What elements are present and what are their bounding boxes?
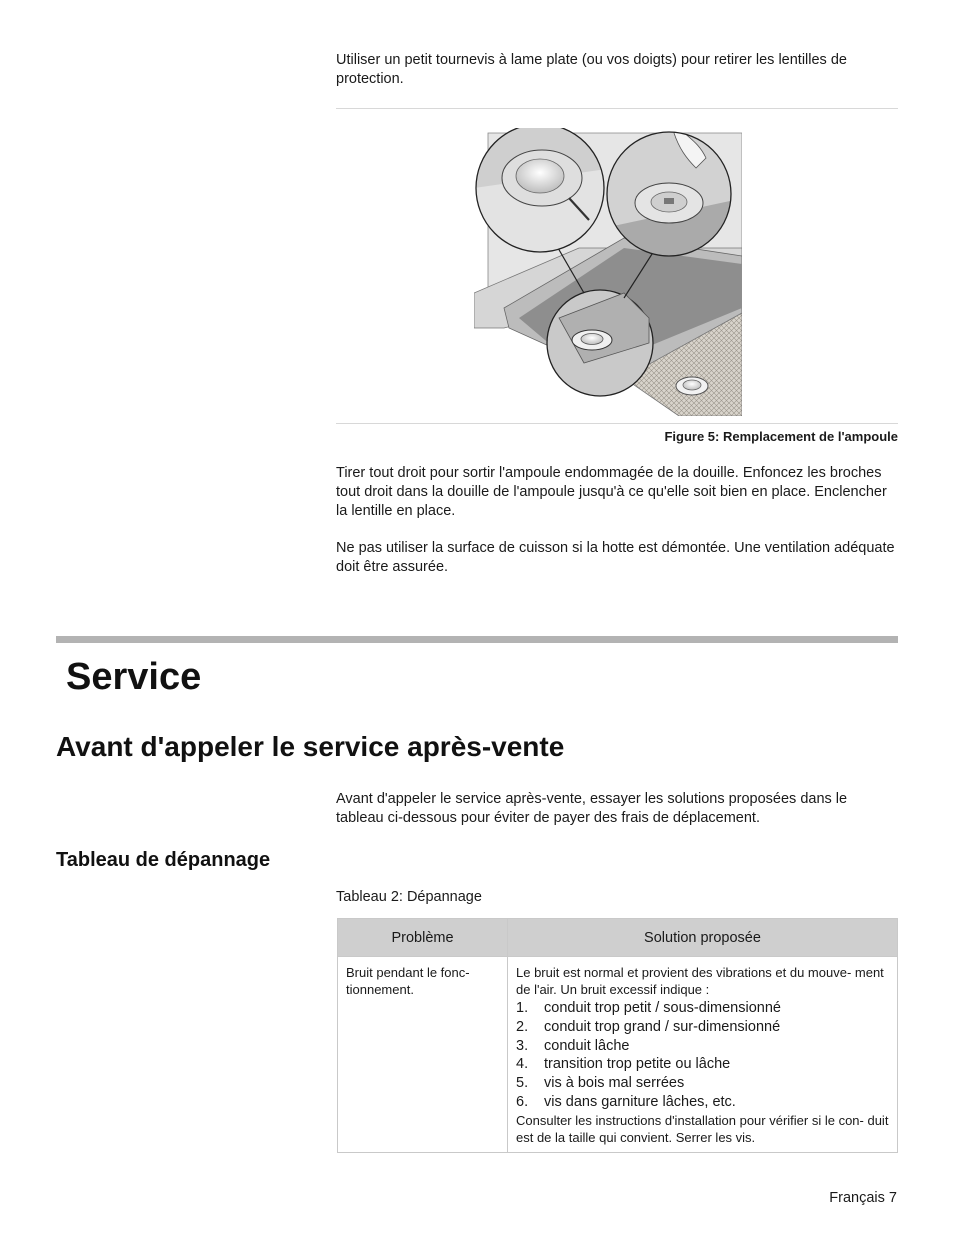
list-item: 4. transition trop petite ou lâche xyxy=(516,1056,731,1073)
table-caption: Tableau 2: Dépannage xyxy=(336,889,482,905)
paragraph: Tirer tout droit pour sortir l'ampoule endommagée de la douille. Enfoncez les broches tout droit dans la douille de l'ampoule jusqu'à ce qu'elle soit bien en place. Enclencher la lentille en place. xyxy=(336,465,887,519)
subsubsection-title: Tableau de dépannage xyxy=(56,849,271,871)
table-header-row xyxy=(338,919,898,957)
section-title: Service xyxy=(66,656,202,698)
figure-illustration xyxy=(474,128,742,416)
column-header-problem: Problème xyxy=(338,919,508,957)
solution-list xyxy=(516,999,889,1112)
list-item: 5. vis à bois mal serrées xyxy=(516,1075,685,1092)
table-row xyxy=(338,957,898,1153)
solution-intro: Le bruit est normal et provient des vibrations et du mouve- ment de l'air. Un bruit excessif indique : xyxy=(516,965,884,997)
column-header-solution: Solution proposée xyxy=(508,919,898,957)
section-divider xyxy=(56,636,898,643)
paragraph: Ne pas utiliser la surface de cuisson si la hotte est démontée. Une ventilation adéquate doit être assurée. xyxy=(336,540,895,575)
subsection-intro: Avant d'appeler le service après-vente, essayer les solutions proposées dans le tableau ci-dessous pour éviter de payer des frais de déplacement. xyxy=(336,791,848,826)
solution-outro: Consulter les instructions d'installation pour vérifier si le con- duit est de la taille qui convient. Serrer les vis. xyxy=(516,1112,889,1145)
list-item: 6. vis dans garniture lâches, etc. xyxy=(516,1093,736,1110)
page-footer: Français 7 xyxy=(829,1190,897,1206)
troubleshooting-table xyxy=(337,918,898,1153)
list-item: 3. conduit lâche xyxy=(516,1037,630,1054)
intro-paragraph: Utiliser un petit tournevis à lame plate (ou vos doigts) pour retirer les lentilles de protection. xyxy=(336,52,847,87)
list-item: 1. conduit trop petit / sous-dimensionné xyxy=(516,1000,781,1016)
problem-cell: Bruit pendant le fonc- tionnement. xyxy=(338,957,508,1153)
solution-cell xyxy=(508,957,898,1153)
figure-caption: Figure 5: Remplacement de l'ampoule xyxy=(664,429,898,444)
figure-bottom-rule xyxy=(336,423,898,424)
figure-top-rule xyxy=(336,108,898,109)
subsection-title: Avant d'appeler le service après-vente xyxy=(56,731,565,762)
list-item: 2. conduit trop grand / sur-dimensionné xyxy=(516,1018,781,1035)
